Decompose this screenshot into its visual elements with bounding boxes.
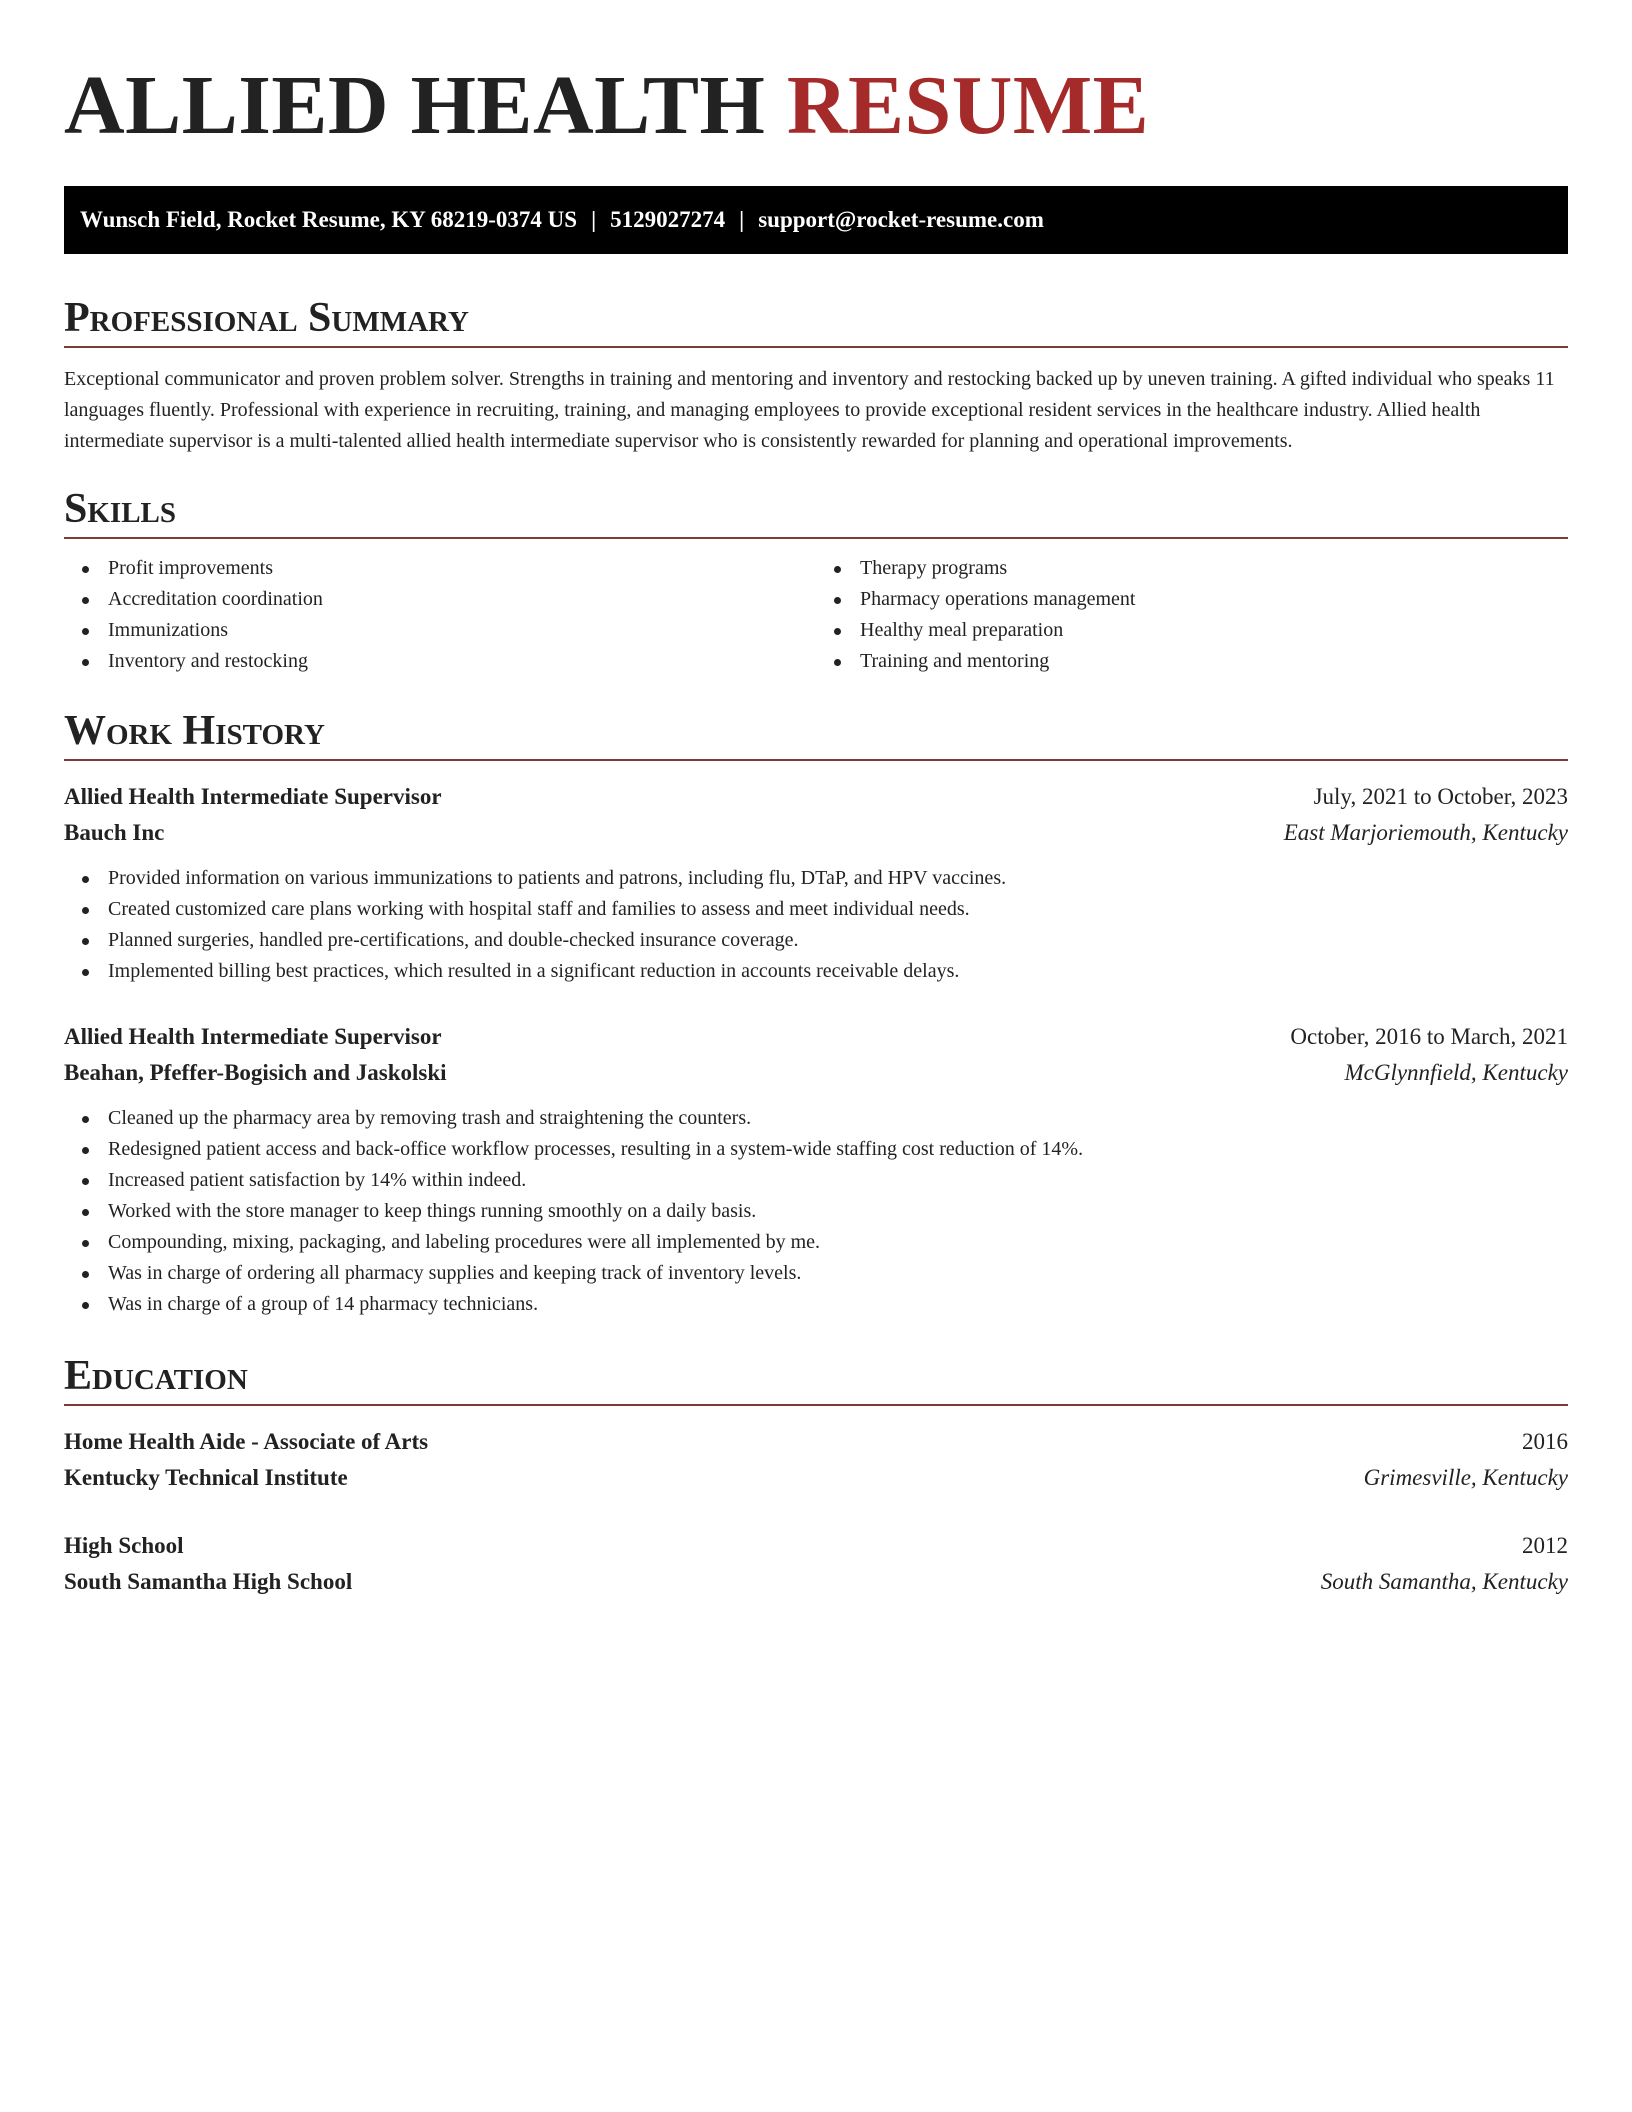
job-bullet: Cleaned up the pharmacy area by removing trash and straightening the counters. bbox=[108, 1103, 1568, 1134]
skills-heading: Skills bbox=[64, 486, 177, 532]
job-dates: October, 2016 to March, 2021 bbox=[1290, 1024, 1568, 1049]
skill-item: Training and mentoring bbox=[860, 646, 1568, 677]
skills-list-left bbox=[64, 553, 816, 677]
job-title: Allied Health Intermediate Supervisor bbox=[64, 1024, 442, 1049]
skills-columns bbox=[64, 553, 1568, 677]
education-entry bbox=[64, 1424, 1568, 1496]
skills-list-right bbox=[816, 553, 1568, 677]
title-accent: RESUME bbox=[786, 59, 1150, 152]
skill-item: Therapy programs bbox=[860, 553, 1568, 584]
skill-item: Immunizations bbox=[108, 615, 816, 646]
job-company: Bauch Inc bbox=[64, 820, 165, 845]
job-location: East Marjoriemouth, Kentucky bbox=[1283, 820, 1568, 845]
education-degree: High School bbox=[64, 1533, 184, 1558]
skill-item: Accreditation coordination bbox=[108, 584, 816, 615]
job-entry bbox=[64, 1019, 1568, 1320]
education-location: South Samantha, Kentucky bbox=[1320, 1569, 1568, 1594]
job-bullet: Implemented billing best practices, which resulted in a significant reduction in accounts receivable delays. bbox=[108, 956, 1568, 987]
section-divider bbox=[64, 537, 1568, 539]
education-school: Kentucky Technical Institute bbox=[64, 1465, 348, 1490]
job-company-row bbox=[64, 1055, 1568, 1091]
education-school: South Samantha High School bbox=[64, 1569, 353, 1594]
contact-address: Wunsch Field, Rocket Resume, KY 68219-0374 US bbox=[80, 207, 578, 232]
skills-section bbox=[64, 481, 1568, 677]
job-bullet: Worked with the store manager to keep things running smoothly on a daily basis. bbox=[108, 1196, 1568, 1227]
section-divider bbox=[64, 346, 1568, 348]
contact-email: support@rocket-resume.com bbox=[758, 207, 1044, 232]
job-header-row bbox=[64, 1019, 1568, 1055]
education-header-row bbox=[64, 1528, 1568, 1564]
job-dates: July, 2021 to October, 2023 bbox=[1313, 784, 1568, 809]
education-entry bbox=[64, 1528, 1568, 1600]
job-bullets bbox=[64, 863, 1568, 987]
skill-item: Healthy meal preparation bbox=[860, 615, 1568, 646]
job-bullet: Created customized care plans working with hospital staff and families to assess and meet individual needs. bbox=[108, 894, 1568, 925]
section-divider bbox=[64, 759, 1568, 761]
contact-separator: | bbox=[591, 207, 597, 232]
education-degree: Home Health Aide - Associate of Arts bbox=[64, 1429, 429, 1454]
job-company: Beahan, Pfeffer-Bogisich and Jaskolski bbox=[64, 1060, 447, 1085]
skill-item: Pharmacy operations management bbox=[860, 584, 1568, 615]
summary-section bbox=[64, 290, 1568, 457]
job-bullet: Was in charge of ordering all pharmacy supplies and keeping track of inventory levels. bbox=[108, 1258, 1568, 1289]
job-title: Allied Health Intermediate Supervisor bbox=[64, 784, 442, 809]
job-bullets bbox=[64, 1103, 1568, 1320]
skill-item: Inventory and restocking bbox=[108, 646, 816, 677]
job-bullet: Was in charge of a group of 14 pharmacy technicians. bbox=[108, 1289, 1568, 1320]
education-location: Grimesville, Kentucky bbox=[1363, 1465, 1568, 1490]
contact-separator: | bbox=[739, 207, 745, 232]
job-bullet: Provided information on various immunizations to patients and patrons, including flu, DTaP, and HPV vaccines. bbox=[108, 863, 1568, 894]
contact-phone: 5129027274 bbox=[610, 207, 726, 232]
job-entry bbox=[64, 779, 1568, 987]
section-divider bbox=[64, 1404, 1568, 1406]
education-year: 2016 bbox=[1522, 1429, 1568, 1454]
job-location: McGlynnfield, Kentucky bbox=[1344, 1060, 1568, 1085]
job-bullet: Planned surgeries, handled pre-certifications, and double-checked insurance coverage. bbox=[108, 925, 1568, 956]
job-bullet: Increased patient satisfaction by 14% within indeed. bbox=[108, 1165, 1568, 1196]
education-heading: Education bbox=[64, 1353, 248, 1399]
job-company-row bbox=[64, 815, 1568, 851]
education-header-row bbox=[64, 1424, 1568, 1460]
education-year: 2012 bbox=[1522, 1533, 1568, 1558]
title-main: ALLIED HEALTH bbox=[64, 59, 766, 152]
education-school-row bbox=[64, 1460, 1568, 1496]
work-history-section bbox=[64, 703, 1568, 1320]
summary-heading: Professional Summary bbox=[64, 295, 469, 341]
skill-item: Profit improvements bbox=[108, 553, 816, 584]
job-bullet: Compounding, mixing, packaging, and labeling procedures were all implemented by me. bbox=[108, 1227, 1568, 1258]
resume-title bbox=[64, 56, 1568, 156]
work-history-heading: Work History bbox=[64, 708, 325, 754]
education-section bbox=[64, 1348, 1568, 1600]
education-school-row bbox=[64, 1564, 1568, 1600]
job-header-row bbox=[64, 779, 1568, 815]
job-bullet: Redesigned patient access and back-office workflow processes, resulting in a system-wide staffing cost reduction of 14%. bbox=[108, 1134, 1568, 1165]
contact-bar bbox=[64, 186, 1568, 254]
summary-text: Exceptional communicator and proven problem solver. Strengths in training and mentoring and inventory and restocking backed up by uneven training. A gifted individual who speaks 11 languages fluently. Professional with experience in recruiting, training, and managing employees to provide exceptional resident services in the healthcare industry. Allied health intermediate supervisor is a multi-talented allied health intermediate supervisor who is consistently rewarded for planning and operational improvements. bbox=[64, 368, 1555, 452]
